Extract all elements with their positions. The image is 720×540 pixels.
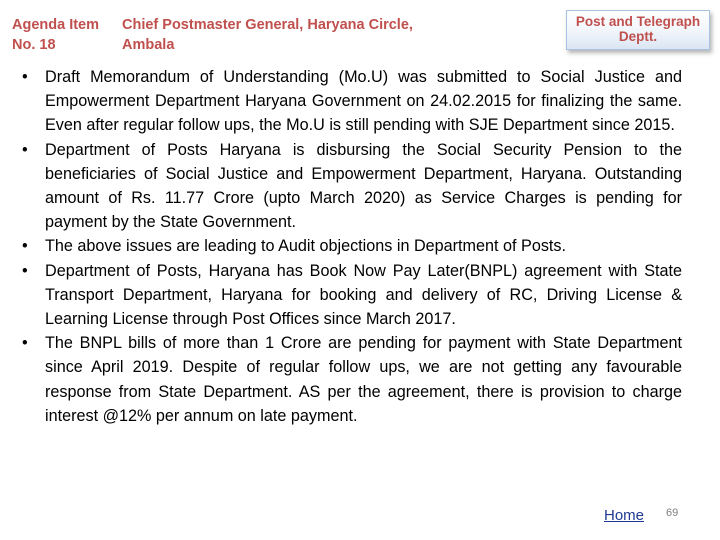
department-box-line1: Post and Telegraph: [575, 14, 701, 29]
office-title-line1: Chief Postmaster General, Haryana Circle,: [122, 17, 413, 33]
bullet-dot-icon: •: [22, 237, 28, 256]
bullet-text: Draft Memorandum of Understanding (Mo.U) was submitted to Social Justice and Empowerment Department Haryana Government on 24.02.2015 for finalizing the same. Even after regular follow ups, the Mo.U is still pending with SJE Department since 2015.: [45, 68, 682, 135]
bullet-item: [22, 331, 682, 428]
bullet-dot-icon: •: [22, 261, 28, 280]
department-box: [566, 10, 710, 50]
bullet-text: Department of Posts Haryana is disbursing the Social Security Pension to the beneficiaries of Social Justice and Empowerment Department, Haryana. Outstanding amount of Rs. 11.77 Crore (upto March 2020) as Service Charges is pending for payment by the State Government.: [45, 140, 682, 232]
page-number: 69: [666, 507, 679, 519]
bullet-list: [22, 65, 682, 428]
bullet-text: Department of Posts, Haryana has Book Now Pay Later(BNPL) agreement with State Transport Department, Haryana for booking and delivery of RC, Driving License & Learning License through Post Offices since March 2017.: [45, 261, 682, 329]
bullet-item: [22, 138, 682, 235]
bullet-dot-icon: •: [22, 140, 28, 159]
bullet-item: [22, 259, 682, 332]
agenda-item-label: [12, 15, 120, 55]
agenda-item-line2: No. 18: [12, 37, 56, 53]
office-title-line2: Ambala: [122, 37, 175, 53]
bullet-item: [22, 65, 682, 138]
department-box-line2: Deptt.: [618, 29, 658, 44]
bullet-text: The above issues are leading to Audit objections in Department of Posts.: [45, 237, 567, 256]
home-link[interactable]: Home: [604, 507, 645, 524]
bullet-item: [22, 234, 682, 258]
office-title: [122, 15, 462, 55]
bullet-dot-icon: •: [22, 68, 28, 86]
bullet-text: The BNPL bills of more than 1 Crore are pending for payment with State Department since April 2019. Despite of regular follow ups, we are not getting any favourable response from State Department. AS per the agreement, there is provision to charge interest @12% per annum on late payment.: [45, 334, 682, 425]
bullet-dot-icon: •: [22, 334, 28, 353]
agenda-item-line1: Agenda Item: [12, 17, 100, 33]
